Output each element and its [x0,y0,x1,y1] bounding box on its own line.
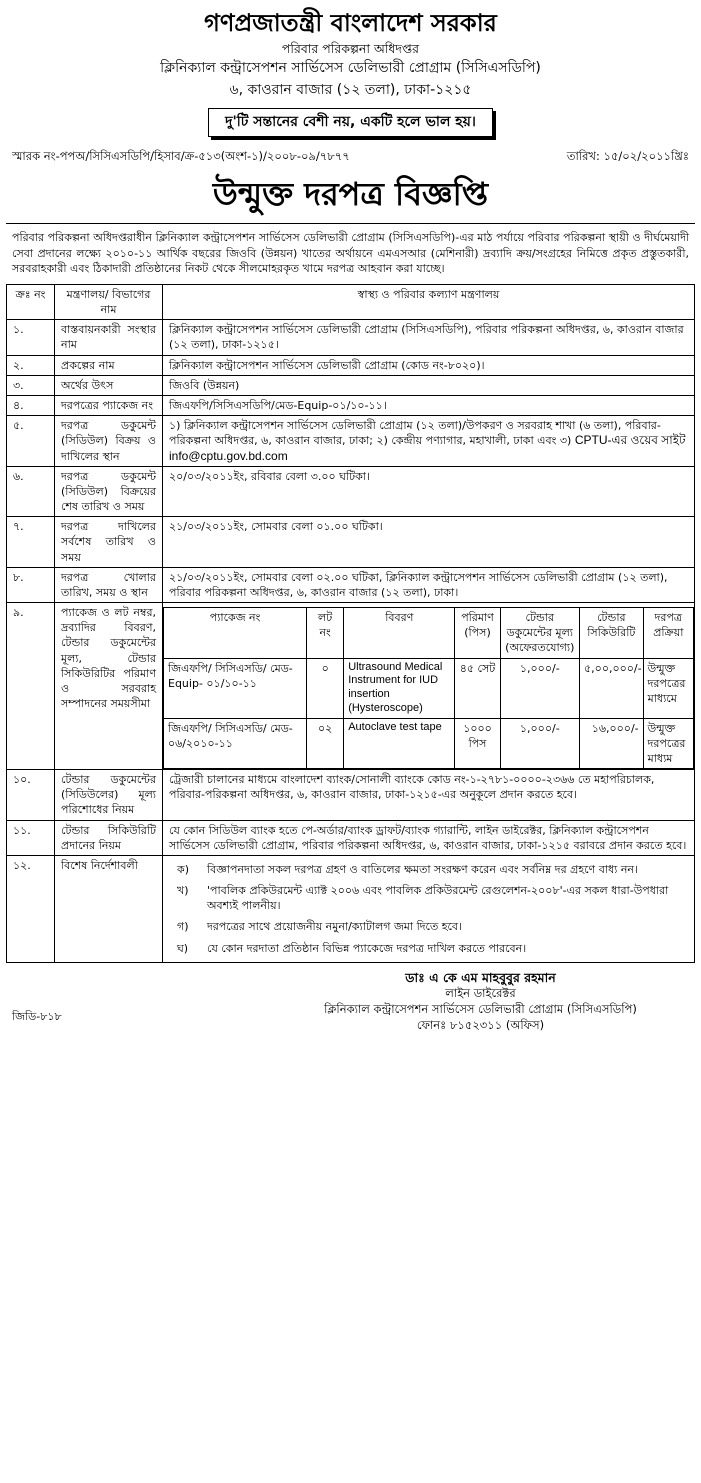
signatory-designation: লাইন ডাইরেক্টর [445,986,516,1001]
row-value: যে কোন সিডিউল ব্যাংক হতে পে-অর্ডার/ব্যাংক ড্রাফট/ব্যাংক গ্যারান্টি, লাইন ডাইরেক্টর, ক্লিনিক্যাল কন্ট্রাসেপশন সার্ভিসেস ডেলিভারী প্রোগ্রাম, পরিবার পরিকল্পনা অধিদপ্তর, ৬, কাওরান বাজার, ঢাকা-১২১৫ বরাবরে প্রদান করতে হবে। [163,820,695,855]
table-row [7,416,695,467]
table-row [7,517,695,568]
tender-details-table [6,284,695,963]
col-document-price: টেন্ডার ডকুমেন্টের মূল্য (অফেরতযোগ্য) [500,608,580,659]
row-value: ২০/০৩/২০১১ইং, রবিবার বেলা ৩.০০ ঘটিকা। [163,466,695,517]
package-table [163,607,694,769]
table-row-packages [7,603,695,770]
government-name: গণপ্রজাতন্ত্রী বাংলাদেশ সরকার [204,9,497,37]
row-serial: ১১. [7,820,55,855]
package-no: জিএফপি/ সিসিএসডি/ মেড-Equip- ০১/১০-১১ [164,658,307,718]
row-serial: ১২. [7,855,55,962]
row-value: ক্লিনিক্যাল কন্ট্রাসেপশন সার্ভিসেস ডেলিভারী প্রোগ্রাম (সিসিএসডিপি), পরিবার পরিকল্পনা অধিদপ্তর, ৬, কাওরান বাজার (১২ তলা), ঢাকা-১২১৫। [163,320,695,355]
row-value: ট্রেজারী চালানের মাধ্যমে বাংলাদেশ ব্যাংক/সোনালী ব্যাংকে কোড নং-১-২৭৮১-০০০০-২৩৬৬ তে মহাপরিচালক, পরিবার-পরিকল্পনা অধিদপ্তর, ৬, কাওরান বাজার, ঢাকা-১২১৫-এর অনুকূলে প্রদান করতে হবে। [163,770,695,821]
package-quantity: ৪৫ সেট [455,658,500,718]
row-serial: ৭. [7,517,55,568]
instruction-marker: গ) [177,920,189,934]
table-row [7,355,695,375]
row-label: দরপত্র দাখিলের সর্বশেষ তারিখ ও সময় [55,517,163,568]
instruction-item [171,881,686,915]
col-description: বিবরণ [344,608,455,659]
col-lot-no: লট নং [307,608,344,659]
row-label: প্যাকেজ ও লট নম্বর, দ্রব্যাদির বিবরণ, টেন্ডার ডকুমেন্টের মূল্য, টেন্ডার সিকিউরিটির পরিমাণ ও সরবরাহ সম্পাদনের সময়সীমা [55,603,163,770]
letterhead [6,8,695,137]
table-row [7,770,695,821]
row-serial: ৩. [7,375,55,395]
instruction-text: দরপত্রের সাথে প্রয়োজনীয় নমুনা/ক্যাটালগ জমা দিতে হবে। [207,920,462,934]
instructions-cell [163,855,695,962]
instruction-item [171,917,686,936]
package-no: জিএফপি/ সিসিএসডি/ মেড- ০৬/২০১০-১১ [164,718,307,769]
instruction-item [171,860,686,879]
memo-date: তারিখ: ১৫/০২/২০১১খ্রিঃ [566,149,689,164]
memo-row [6,149,695,165]
header-ministry-label: মন্ত্রণালয়/ বিভাগের নাম [55,284,163,319]
row-label: দরপত্র খোলার তারিখ, সময় ও স্থান [55,567,163,602]
row-serial: ৪. [7,395,55,415]
program-name: ক্লিনিক্যাল কন্ট্রাসেপশন সার্ভিসেস ডেলিভারী প্রোগ্রাম (সিসিএসডিপি) [160,60,541,77]
table-row [7,466,695,517]
table-row [7,375,695,395]
package-table-cell [163,603,695,770]
gd-number: জিডি-৮১৮ [12,1009,62,1023]
col-tender-method: দরপত্র প্রক্রিয়া [643,608,693,659]
instructions-list [169,858,688,960]
table-header-row [7,284,695,319]
memo-number: স্মারক নং-পপঅ/সিসিএসডিপি/হিসাব/ক্র-৫১৩(অংশ-১)/২০০৮-০৯/৭৮৭৭ [12,149,350,164]
schedule-locations: ১) ক্লিনিক্যাল কন্ট্রাসেপশন সার্ভিসেস ডেলিভারী প্রোগ্রাম (১২ তলা)/উপকরণ ও সরবরাহ শাখা (৬ তলা), পরিবার-পরিকল্পনা অধিদপ্তর, ৬, কাওরান বাজার, ঢাকা; ২) কেন্দ্রীয় পণ্যাগার, মহাখালী, ঢাকা এবং ৩) [169,419,661,448]
row-value: ২১/০৩/২০১১ইং, সোমবার বেলা ০১.০০ ঘটিকা। [163,517,695,568]
lot-no: ০ [307,658,344,718]
row-label: অর্থের উৎস [55,375,163,395]
header-ministry-value: স্বাস্থ্য ও পরিবার কল্যাণ মন্ত্রণালয় [163,284,695,319]
row-serial: ১০. [7,770,55,821]
row-serial: ৫. [7,416,55,467]
row-label: দরপত্রের প্যাকেজ নং [55,395,163,415]
row-value: জিওবি (উন্নয়ন) [163,375,695,395]
slogan-box: দু'টি সন্তানের বেশী নয়, একটি হলে ভাল হয়। [208,108,493,137]
instruction-marker: ঘ) [177,941,189,955]
cptu-website: CPTU-এর ওয়েব সাইট info@cptu.gov.bd.com [169,433,686,463]
package-row [164,718,694,769]
signatory-name: ডাঃ এ কে এম মাহবুবুর রহমান [405,969,556,985]
row-label: টেন্ডার সিকিউরিটি প্রদানের নিয়ম [55,820,163,855]
document-price: ১,০০০/- [500,658,580,718]
signatory-program: ক্লিনিক্যাল কন্ট্রাসেপশন সার্ভিসেস ডেলিভারী প্রোগ্রাম (সিসিএসডিপি) [324,1001,637,1016]
package-quantity: ১০০০ পিস [455,718,500,769]
instruction-item [171,939,686,958]
instruction-marker: খ) [177,884,189,898]
row-label: টেন্ডার ডকুমেন্টের (সিডিউলের) মূল্য পরিশোধের নিয়ম [55,770,163,821]
row-value: ২১/০৩/২০১১ইং, সোমবার বেলা ০২.০০ ঘটিকা, ক্লিনিক্যাল কন্ট্রাসেপশন সার্ভিসেস ডেলিভারী প্রোগ্রাম (১২ তলা), পরিবার পরিকল্পনা অধিদপ্তর, ৬, কাওরান বাজার (১২ তলা), ঢাকা। [163,567,695,602]
document-price: ১,০০০/- [500,718,580,769]
header-serial: ক্রঃ নং [7,284,55,319]
package-row [164,658,694,718]
row-label: প্রকল্পের নাম [55,355,163,375]
table-row [7,820,695,855]
footer [6,969,695,1034]
tender-security: ১৬,০০০/- [580,718,644,769]
lot-no: ০২ [307,718,344,769]
row-value: জিএফপি/সিসিএসডিপি/মেড-Equip-০১/১০-১১। [163,395,695,415]
row-value [163,416,695,467]
notice-title: উন্মুক্ত দরপত্র বিজ্ঞপ্তি [212,175,489,214]
row-serial: ৮. [7,567,55,602]
col-package-no: প্যাকেজ নং [164,608,307,659]
package-header-row [164,608,694,659]
row-label: দরপত্র ডকুমেন্ট (সিডিউল) বিক্রয় ও দাখিলের স্থান [55,416,163,467]
tender-method: উন্মুক্ত দরপত্রের মাধ্যমে [643,658,693,718]
instruction-text: যে কোন দরদাতা প্রতিষ্ঠান বিভিন্ন প্যাকেজে দরপত্র দাখিল করতে পারবেন। [207,941,527,955]
instruction-marker: ক) [177,862,189,876]
package-description: Autoclave test tape [344,718,455,769]
table-row [7,320,695,355]
row-serial: ৯. [7,603,55,770]
row-label: দরপত্র ডকুমেন্ট (সিডিউল) বিক্রয়ের শেষ তারিখ ও সময় [55,466,163,517]
office-address: ৬, কাওরান বাজার (১২ তলা), ঢাকা-১২১৫ [229,81,472,98]
instruction-text: বিজ্ঞাপনদাতা সকল দরপত্র গ্রহণ ও বাতিলের ক্ষমতা সংরক্ষণ করেন এবং সর্বনিম্ন দর গ্রহণে বাধ্য নন। [207,862,638,876]
instruction-text: 'পাবলিক প্রকিউরমেন্ট এ্যাক্ট ২০০৬ এবং পাবলিক প্রকিউরমেন্ট রেগুলেশন-২০০৮'-এর সকল ধারা-উপধারা অবশ্যই পালনীয়। [207,884,669,913]
signatory-phone: ফোনঃ ৮১৫২৩১১ (অফিস) [416,1017,545,1032]
row-serial: ১. [7,320,55,355]
intro-paragraph: পরিবার পরিকল্পনা অধিদপ্তরাধীন ক্লিনিক্যাল কন্ট্রাসেপশন সার্ভিসেস ডেলিভারী প্রোগ্রাম (সিসিএসডিপি)-এর মাঠ পর্যায়ে পরিবার পরিকল্পনা স্থায়ী ও দীর্ঘমেয়াদী সেবা প্রদানের লক্ষ্যে ২০১০-১১ আর্থিক বছরের জিওবি (উন্নয়ন) খাতের অর্থায়নে এমএসআর (মেশিনারী) দ্রব্যাদি ক্রয়/সংগ্রহের নিমিত্তে প্রকৃত প্রস্তুতকারী, সরবরাহকারী এবং ঠিকাদারী প্রতিষ্ঠানের নিকট থেকে সীলমোহরকৃত খামে দরপত্র আহবান করা যাচ্ছে। [6,223,695,284]
table-row-instructions [7,855,695,962]
table-row [7,395,695,415]
row-serial: ২. [7,355,55,375]
signature-block [6,969,695,1034]
tender-method: উন্মুক্ত দরপত্রের মাধ্যম [643,718,693,769]
row-label: বাস্তবায়নকারী সংস্থার নাম [55,320,163,355]
row-value: ক্লিনিক্যাল কন্ট্রাসেপশন সার্ভিসেস ডেলিভারী প্রোগ্রাম (কোড নং-৮০২০)। [163,355,695,375]
col-tender-security: টেন্ডার সিকিউরিটি [580,608,644,659]
package-description: Ultrasound Medical Instrument for IUD insertion (Hysteroscope) [344,658,455,718]
row-label: বিশেষ নির্দেশাবলী [55,855,163,962]
col-quantity: পরিমাণ (পিস) [455,608,500,659]
row-serial: ৬. [7,466,55,517]
tender-security: ৫,০০,০০০/- [580,658,644,718]
department-name: পরিবার পরিকল্পনা অধিদপ্তর [281,41,420,56]
table-row [7,567,695,602]
